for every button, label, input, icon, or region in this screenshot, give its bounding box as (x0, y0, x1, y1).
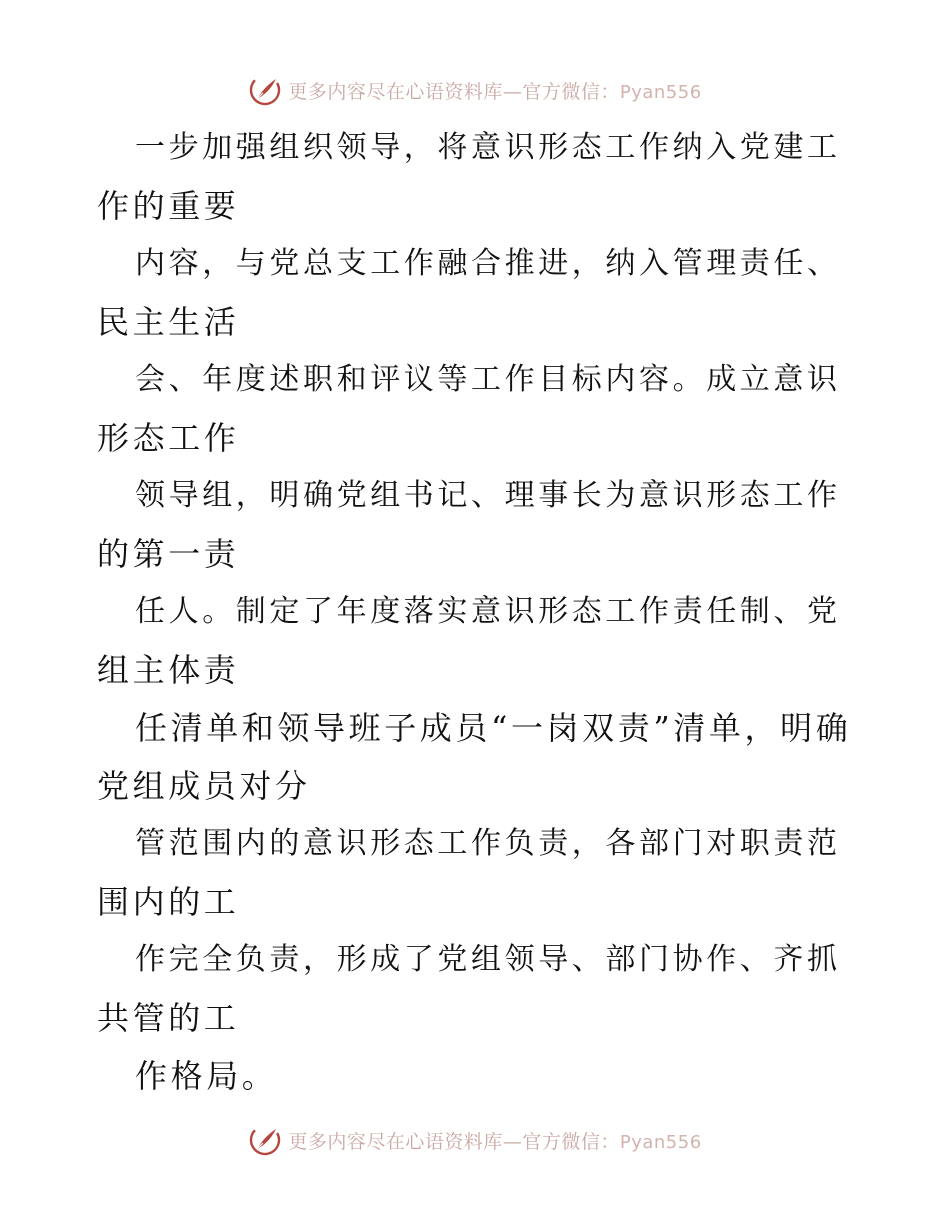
watermark-wechat-id: Pyan556 (619, 81, 702, 103)
text-line: 作完全负责，形成了党组领导、部门协作、齐抓 (135, 942, 841, 977)
text-line: 领导组，明确党组书记、理事长为意识形态工作 (135, 478, 841, 513)
watermark-brand: 更多内容尽在心语资料库 (288, 1130, 503, 1153)
watermark-text (288, 77, 701, 104)
text-line: 党组成员对分 (97, 767, 311, 805)
quill-pen-logo-icon (248, 1123, 282, 1157)
text-line: 管范围内的意识形态工作负责，各部门对职责范 (135, 826, 841, 861)
footer-watermark (0, 1120, 950, 1160)
text-line: 作格局。 (135, 1057, 278, 1095)
text-line: 民主生活 (97, 303, 240, 341)
watermark-separator: — (502, 80, 523, 103)
text-line: 形态工作 (97, 419, 240, 457)
watermark-wechat-label: 官方微信： (522, 1130, 620, 1153)
quill-pen-logo-icon (248, 73, 282, 107)
watermark-brand: 更多内容尽在心语资料库 (288, 80, 503, 103)
text-line: 一步加强组织领导，将意识形态工作纳入党建工 (135, 130, 841, 165)
document-body (97, 119, 857, 1105)
watermark-separator: — (502, 1130, 523, 1153)
watermark-wechat-label: 官方微信： (522, 80, 620, 103)
text-line: 作的重要 (97, 187, 240, 225)
text-line: 共管的工 (97, 999, 240, 1037)
text-line: 的第一责 (97, 535, 240, 573)
text-line: 组主体责 (97, 651, 240, 689)
watermark-text (288, 1127, 701, 1154)
text-line: 会、年度述职和评议等工作目标内容。成立意识 (135, 362, 841, 397)
text-line: 围内的工 (97, 883, 240, 921)
text-line: 任清单和领导班子成员“一岗双责”清单，明确 (135, 709, 852, 747)
text-line: 内容，与党总支工作融合推进，纳入管理责任、 (135, 246, 841, 281)
header-watermark (0, 70, 950, 110)
text-line: 任人。制定了年度落实意识形态工作责任制、党 (135, 594, 841, 629)
watermark-wechat-id: Pyan556 (619, 1131, 702, 1153)
